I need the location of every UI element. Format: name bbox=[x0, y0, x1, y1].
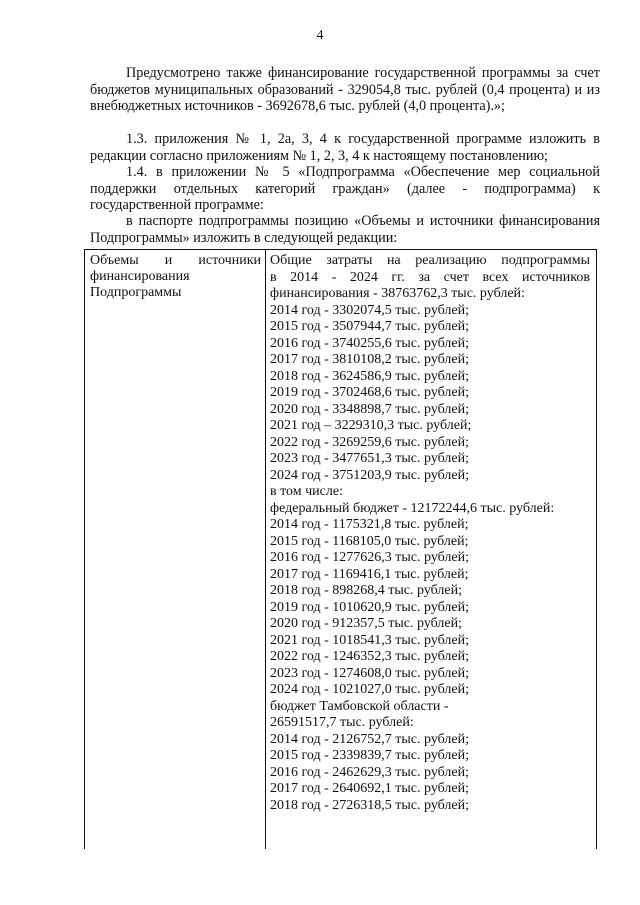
total-year-row: 2016 год - 3740255,6 тыс. рублей; bbox=[270, 335, 470, 351]
paragraph-text: 1.3. приложения № 1, 2а, 3, 4 к государственной программе изложить в редакции согласно приложениям № 1, 2, 3, 4 к настоящему постановлению; bbox=[90, 131, 600, 164]
federal-years-list bbox=[270, 517, 590, 699]
total-year-row: 2023 год - 3477651,3 тыс. рублей; bbox=[270, 451, 470, 466]
paragraph-passport-instruction bbox=[90, 213, 600, 246]
total-year-row: 2019 год - 3702468,6 тыс. рублей; bbox=[270, 385, 470, 400]
page-number: 4 bbox=[316, 28, 324, 43]
paragraph-text: в паспорте подпрограммы позицию «Объемы и источники финансирования Подпрограммы» изложить в следующей редакции: bbox=[90, 213, 600, 246]
total-year-row: 2022 год - 3269259,6 тыс. рублей; bbox=[270, 434, 470, 450]
federal-year-row: 2023 год - 1274608,0 тыс. рублей; bbox=[270, 665, 470, 681]
paragraph-financing-note bbox=[90, 65, 600, 115]
intro-line: в 2014 - 2024 гг. за счет всех источников bbox=[270, 269, 590, 285]
federal-year-row: 2016 год - 1277626,3 тыс. рублей; bbox=[270, 550, 470, 565]
including-label: в том числе: bbox=[270, 484, 343, 499]
left-cell-line: финансирования bbox=[90, 269, 190, 284]
left-cell-line: Подпрограммы bbox=[90, 285, 182, 300]
paragraph-item-1-3 bbox=[90, 131, 600, 164]
federal-year-row: 2024 год - 1021027,0 тыс. рублей; bbox=[270, 682, 470, 697]
regional-years-list bbox=[270, 732, 590, 815]
regional-budget-total: 26591517,7 тыс. рублей: bbox=[270, 715, 414, 730]
total-year-row: 2014 год - 3302074,5 тыс. рублей; bbox=[270, 302, 470, 318]
federal-year-row: 2020 год - 912357,5 тыс. рублей; bbox=[270, 616, 463, 631]
federal-year-row: 2019 год - 1010620,9 тыс. рублей; bbox=[270, 599, 470, 615]
total-year-row: 2020 год - 3348898,7 тыс. рублей; bbox=[270, 401, 470, 417]
left-cell-line: Объемы и источники bbox=[90, 253, 261, 268]
paragraph-text: Предусмотрено также финансирование государственной программы за счет бюджетов муниципальных образований - 329054,8 тыс. рублей (0,4 процента) и из внебюджетных источников - 3692678,6 тыс. рублей (4,0 процента).»; bbox=[90, 65, 600, 114]
table-right-column bbox=[266, 250, 596, 849]
intro-line: Общие затраты на реализацию подпрограммы bbox=[270, 253, 590, 268]
total-year-row: 2021 год – 3229310,3 тыс. рублей; bbox=[270, 418, 472, 433]
paragraph-text: 1.4. в приложении № 5 «Подпрограмма «Обеспечение мер социальной поддержки отдельных категорий граждан» (далее - подпрограмма) к государственной программе: bbox=[90, 164, 600, 213]
federal-year-row: 2014 год - 1175321,8 тыс. рублей; bbox=[270, 517, 469, 532]
regional-year-row: 2015 год - 2339839,7 тыс. рублей; bbox=[270, 748, 470, 763]
regional-year-row: 2016 год - 2462629,3 тыс. рублей; bbox=[270, 764, 470, 780]
total-year-row: 2018 год - 3624586,9 тыс. рублей; bbox=[270, 368, 470, 384]
table-left-column bbox=[85, 250, 266, 849]
total-year-row: 2024 год - 3751203,9 тыс. рублей; bbox=[270, 467, 470, 483]
federal-year-row: 2015 год - 1168105,0 тыс. рублей; bbox=[270, 533, 469, 549]
total-year-row: 2015 год - 3507944,7 тыс. рублей; bbox=[270, 319, 470, 334]
federal-year-row: 2021 год - 1018541,3 тыс. рублей; bbox=[270, 632, 470, 648]
regional-year-row: 2018 год - 2726318,5 тыс. рублей; bbox=[270, 797, 470, 813]
regional-year-row: 2014 год - 2126752,7 тыс. рублей; bbox=[270, 731, 470, 747]
paragraph-item-1-4 bbox=[90, 164, 600, 214]
federal-year-row: 2022 год - 1246352,3 тыс. рублей; bbox=[270, 649, 470, 664]
financing-table bbox=[84, 249, 597, 849]
total-years-list bbox=[270, 303, 590, 485]
intro-line: финансирования - 38763762,3 тыс. рублей: bbox=[270, 286, 525, 301]
regional-year-row: 2017 год - 2640692,1 тыс. рублей; bbox=[270, 781, 470, 796]
total-year-row: 2017 год - 3810108,2 тыс. рублей; bbox=[270, 352, 470, 367]
federal-year-row: 2018 год - 898268,4 тыс. рублей; bbox=[270, 583, 463, 598]
federal-budget-label: федеральный бюджет - 12172244,6 тыс. рублей: bbox=[270, 500, 555, 516]
regional-budget-label: бюджет Тамбовской области - bbox=[270, 698, 449, 714]
federal-year-row: 2017 год - 1169416,1 тыс. рублей; bbox=[270, 566, 469, 582]
